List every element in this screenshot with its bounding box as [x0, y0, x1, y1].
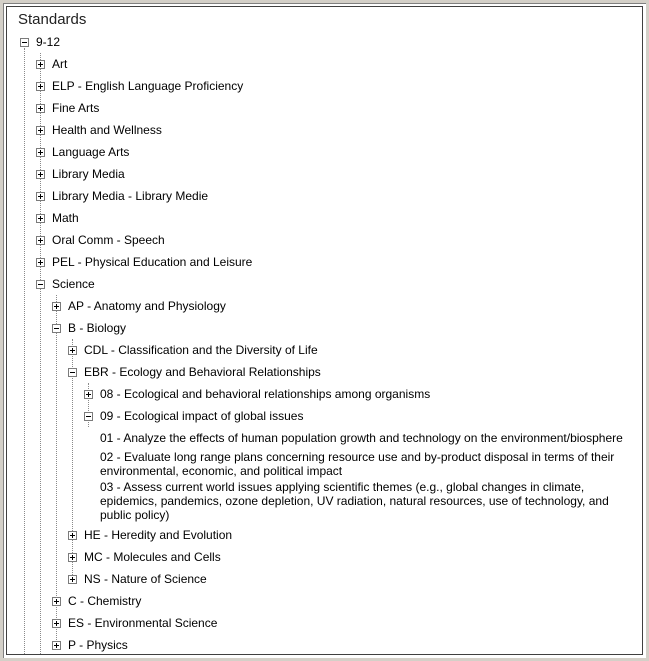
collapse-icon[interactable] — [68, 368, 77, 377]
expand-icon[interactable] — [84, 390, 93, 399]
expand-icon[interactable] — [36, 126, 45, 135]
expand-icon[interactable] — [52, 619, 61, 628]
expand-icon[interactable] — [36, 258, 45, 267]
collapse-icon[interactable] — [36, 280, 45, 289]
collapse-icon[interactable] — [20, 38, 29, 47]
tree-guide — [24, 48, 25, 655]
expand-icon[interactable] — [36, 236, 45, 245]
panel-title: Standards — [18, 11, 87, 28]
expand-icon[interactable] — [36, 214, 45, 223]
standard-item[interactable]: 02 - Evaluate long range plans concerning resource use and by-product disposal in terms of their environmental, economic, and political impact — [100, 450, 615, 478]
standards-tree[interactable]: 9-12 Art ELP - English Language Proficiency Fine Arts Health and Wellness Language Arts Library Media Library Media - Library Medie Math Oral Comm - Speech PEL - Physical Education and Leisure Science AP - Anatomy and Physiology B - Biology CDL - Classification and the Diversity of Life EBR - Ecology and Behavioral Relationships 08 - Ecological and behavioral relationships among organisms 09 - Ecological impact of global issues 01 - Analyze the effects of human population growth and technology on the environment/biosphere 02 - Evaluate long range plans concerning resource use and by-product disposal in terms of their environmental, economic, and political impact 03 - Assess current world issues applying scientific themes (e.g., global changes in climate, epidemics, pandemics, ozone depletion, UV radiation, natural resources, use of technology, and public policy) HE - Heredity and Evolution MC - Molecules and Cells NS - Nature of Science C - Chemistry ES - Environmental Science P - Physics — [7, 7, 642, 654]
standard-item[interactable]: 03 - Assess current world issues applying scientific themes (e.g., global changes in climate, epidemics, pandemics, ozone depletion, UV radiation, natural resources, use of technology, and public policy) — [100, 480, 609, 522]
expand-icon[interactable] — [36, 60, 45, 69]
expand-icon[interactable] — [36, 192, 45, 201]
tree-guide — [56, 295, 57, 648]
expand-icon[interactable] — [68, 531, 77, 540]
expand-icon[interactable] — [68, 346, 77, 355]
collapse-icon[interactable] — [84, 412, 93, 421]
expand-icon[interactable] — [68, 575, 77, 584]
expand-icon[interactable] — [52, 302, 61, 311]
tree-guide — [40, 53, 41, 655]
expand-icon[interactable] — [36, 170, 45, 179]
expand-icon[interactable] — [36, 148, 45, 157]
expand-icon[interactable] — [52, 597, 61, 606]
expand-icon[interactable] — [36, 82, 45, 91]
standard-item[interactable]: 01 - Analyze the effects of human population growth and technology on the environment/biosphere — [100, 431, 623, 445]
collapse-icon[interactable] — [52, 324, 61, 333]
standards-panel — [6, 6, 643, 655]
expand-icon[interactable] — [68, 553, 77, 562]
expand-icon[interactable] — [36, 104, 45, 113]
expand-icon[interactable] — [52, 641, 61, 650]
